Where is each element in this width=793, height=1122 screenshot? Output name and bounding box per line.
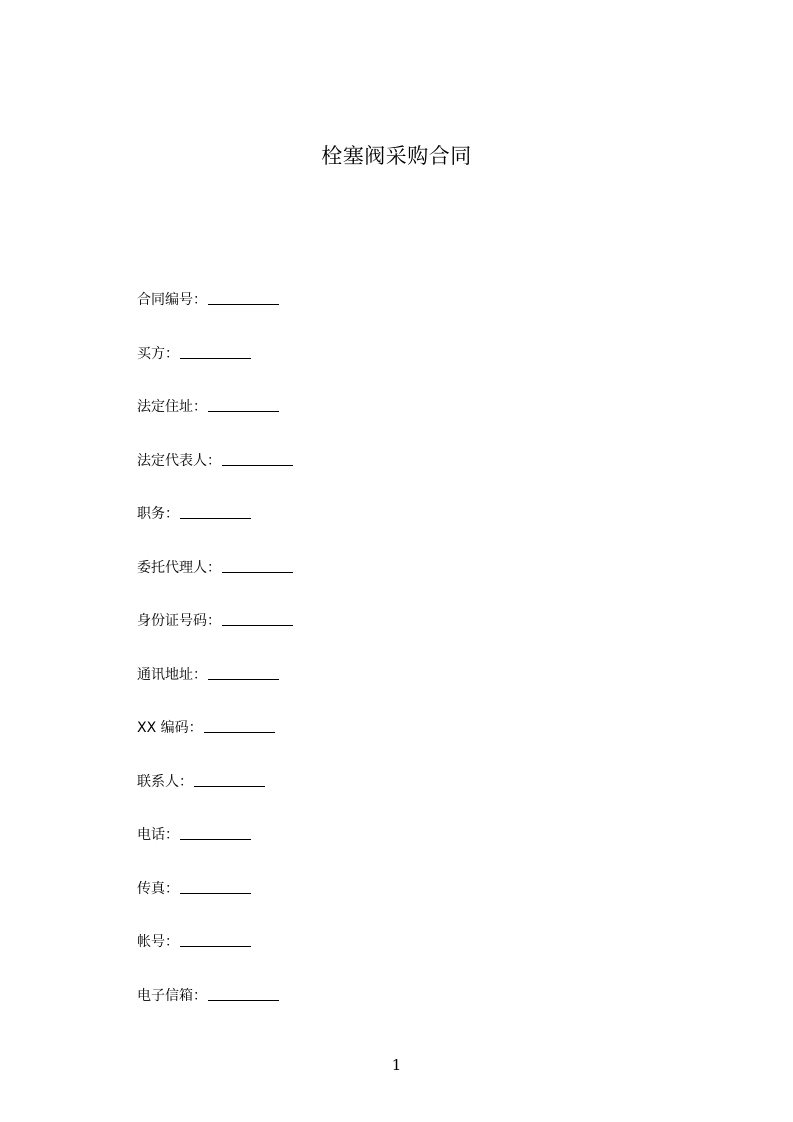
fill-in-blank <box>180 876 251 894</box>
field-email <box>137 983 293 1037</box>
field-position <box>137 501 293 555</box>
field-phone <box>137 822 293 876</box>
field-fax <box>137 876 293 930</box>
field-label: 法定住址： <box>137 399 207 415</box>
field-legal-address <box>137 394 293 448</box>
party-info-fields <box>137 287 293 1036</box>
fill-in-blank <box>208 983 279 1001</box>
fill-in-blank <box>180 822 251 840</box>
field-label: 电话： <box>137 827 179 843</box>
fill-in-blank <box>180 929 251 947</box>
fill-in-blank <box>208 662 279 680</box>
field-contact-person <box>137 769 293 823</box>
fill-in-blank <box>208 287 279 305</box>
fill-in-blank <box>222 448 293 466</box>
fill-in-blank <box>222 555 293 573</box>
fill-in-blank <box>194 769 265 787</box>
field-postal-code <box>137 715 293 769</box>
field-label: XX 编码： <box>137 720 203 736</box>
field-label: 身份证号码： <box>137 613 221 629</box>
fill-in-blank <box>180 341 251 359</box>
fill-in-blank <box>204 715 275 733</box>
field-label: 委托代理人： <box>137 559 221 576</box>
field-buyer <box>137 341 293 395</box>
fill-in-blank <box>208 394 279 412</box>
document-title: 栓塞阀采购合同 <box>321 144 472 168</box>
field-label: 传真： <box>137 880 179 897</box>
field-label: 买方： <box>137 345 179 362</box>
field-label: 帐号： <box>137 934 179 950</box>
field-label: 合同编号： <box>137 292 207 308</box>
field-authorized-agent <box>137 555 293 609</box>
field-label: 通讯地址： <box>137 666 207 683</box>
field-label: 职务： <box>137 506 179 522</box>
field-legal-representative <box>137 448 293 502</box>
field-id-number <box>137 608 293 662</box>
field-label: 联系人： <box>137 773 193 790</box>
fill-in-blank <box>180 501 251 519</box>
field-label: 电子信箱： <box>137 987 207 1004</box>
fill-in-blank <box>222 608 293 626</box>
field-mailing-address <box>137 662 293 716</box>
field-label: 法定代表人： <box>137 452 221 469</box>
page-number: 1 <box>391 1056 402 1074</box>
field-account-number <box>137 929 293 983</box>
field-contract-number <box>137 287 293 341</box>
